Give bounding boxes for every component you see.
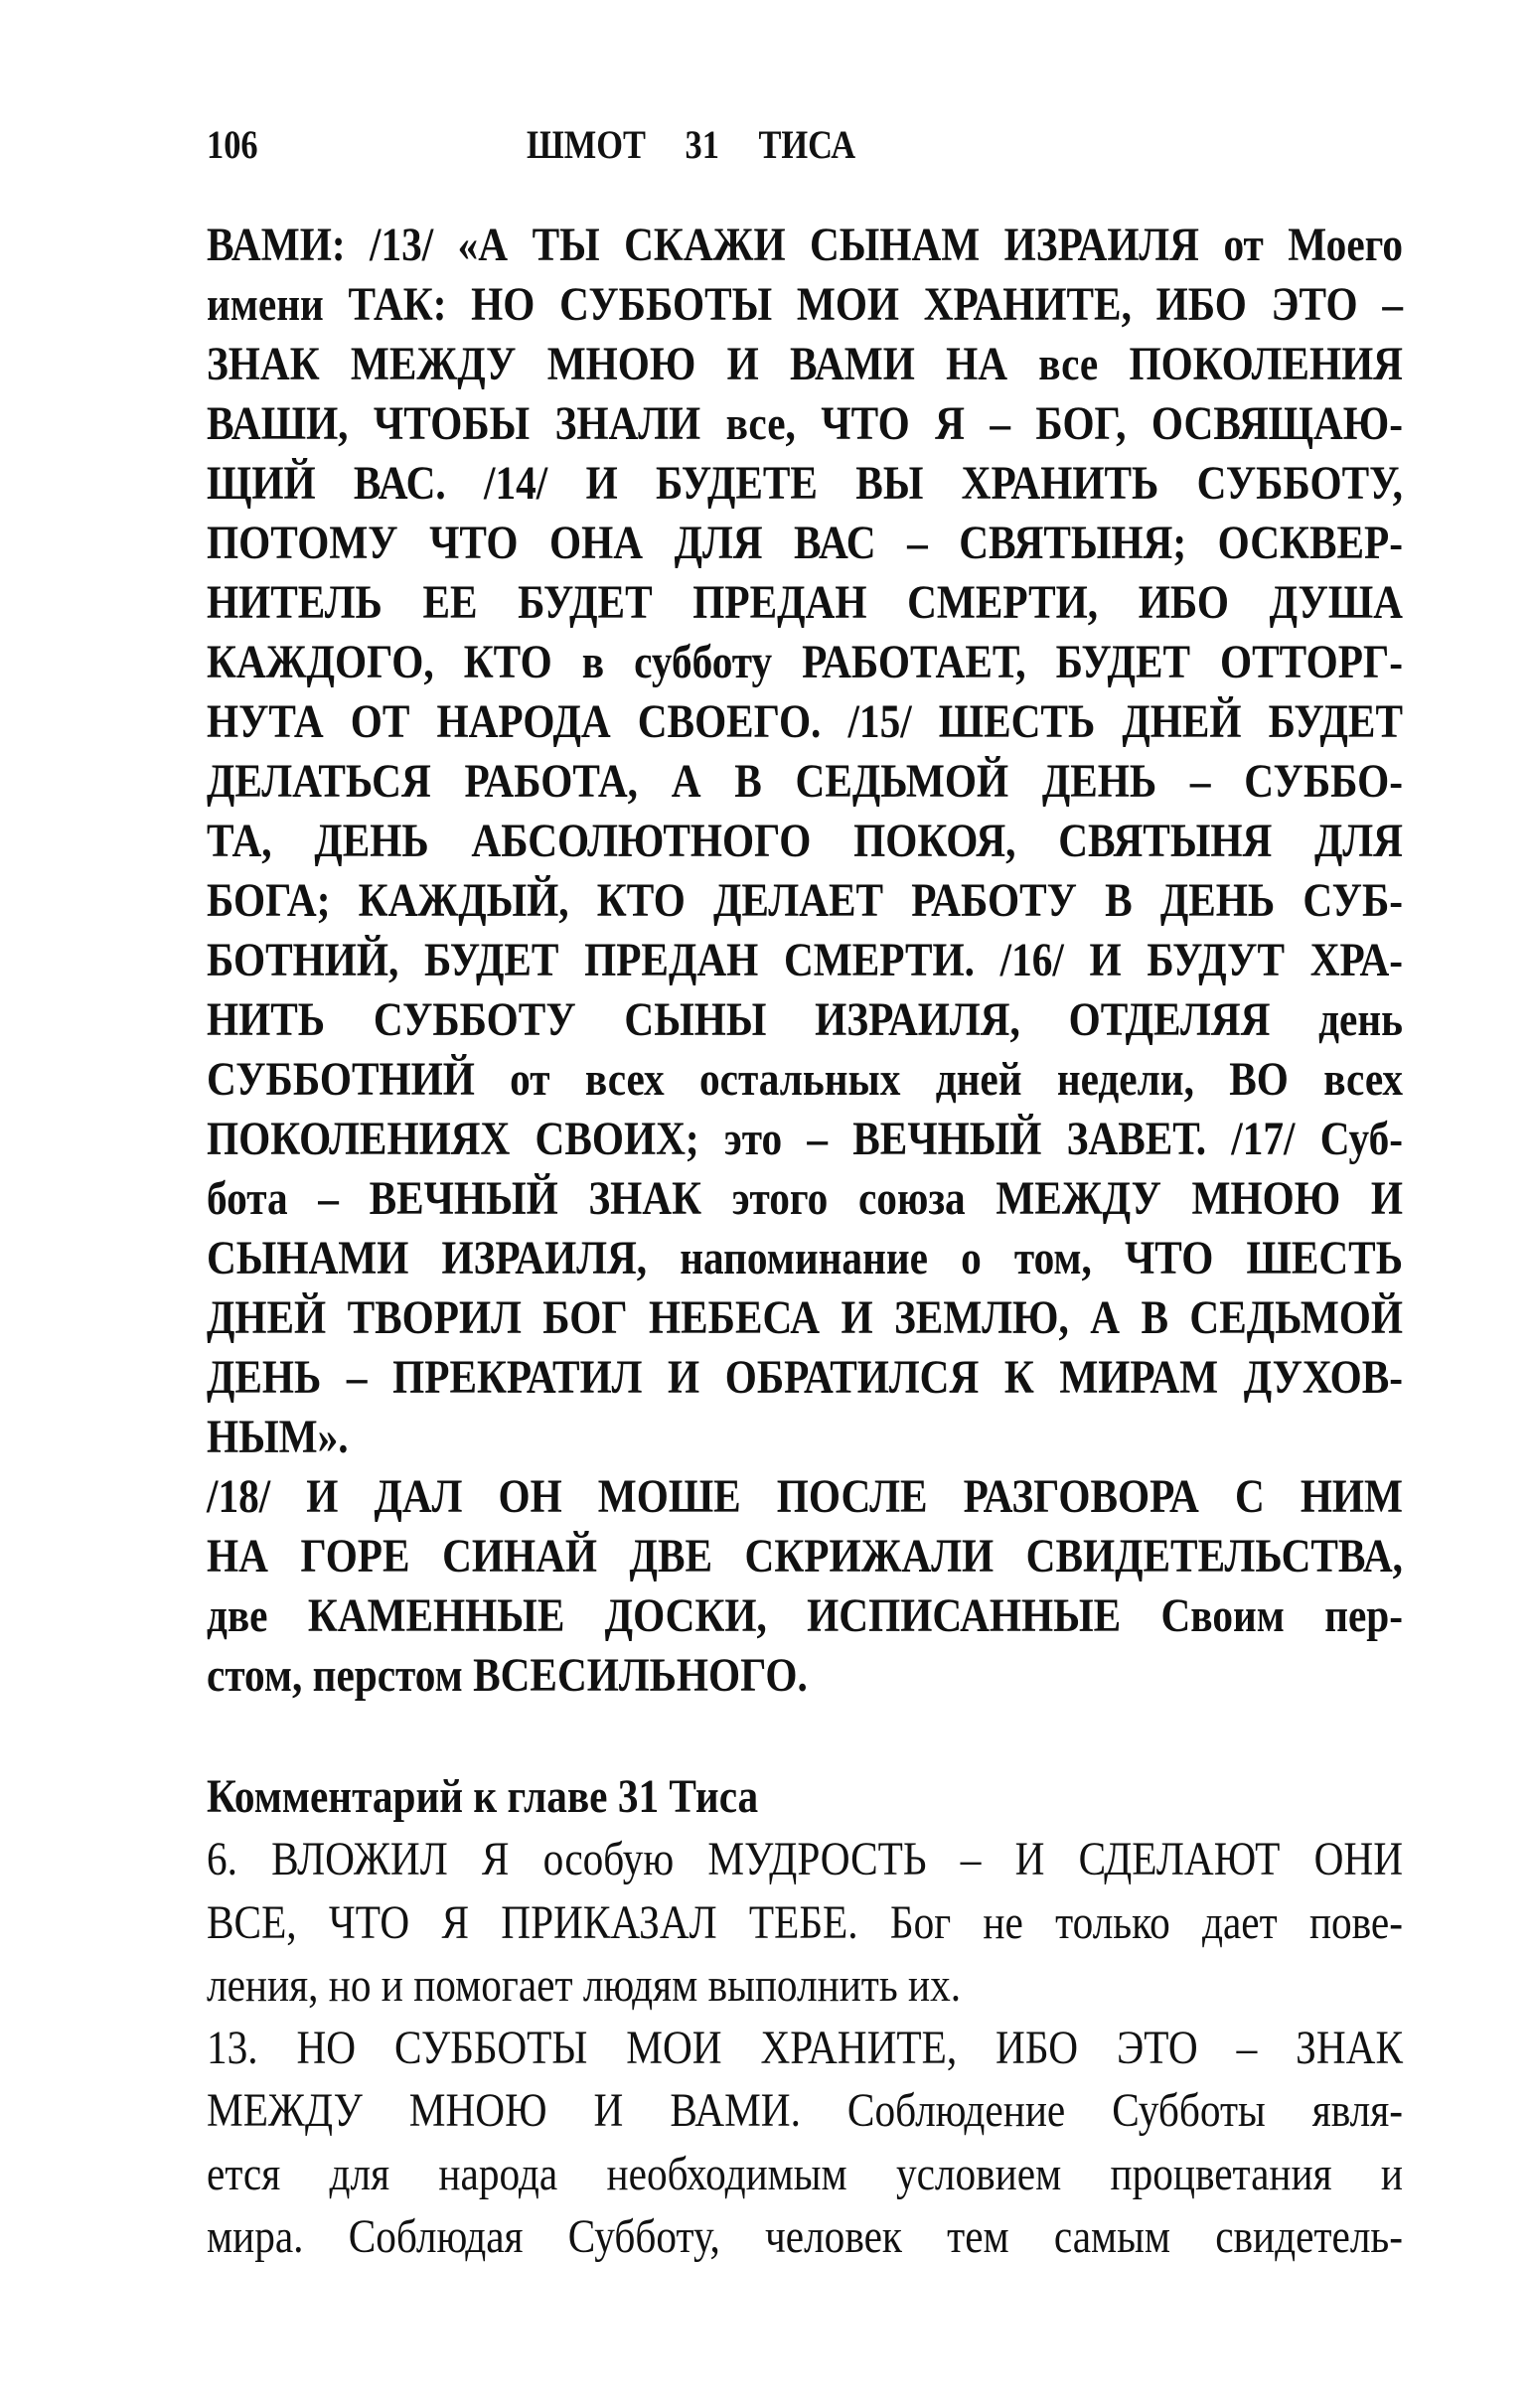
text-line: ВСЕ, ЧТО Я ПРИКАЗАЛ ТЕБЕ. Бог не только дает пове- <box>207 1895 1403 1949</box>
text-line: бота – ВЕЧНЫЙ ЗНАК этого союза МЕЖДУ МНОЮ И <box>207 1172 1403 1225</box>
text-line: 13. НО СУББОТЫ МОИ ХРАНИТЕ, ИБО ЭТО – ЗНАК <box>207 2022 1403 2075</box>
text-line: ДЕЛАТЬСЯ РАБОТА, А В СЕДЬМОЙ ДЕНЬ – СУББО- <box>207 755 1403 808</box>
text-line: ется для народа необходимым условием процветания и <box>207 2147 1403 2200</box>
text-line: ЩИЙ ВАС. /14/ И БУДЕТЕ ВЫ ХРАНИТЬ СУББОТУ, <box>207 457 1403 510</box>
text-line: ПОТОМУ ЧТО ОНА ДЛЯ ВАС – СВЯТЫНЯ; ОСКВЕР- <box>207 517 1403 569</box>
text-line: две КАМЕННЫЕ ДОСКИ, ИСПИСАННЫЕ Своим пер- <box>207 1589 1403 1642</box>
text-line: НЫМ». <box>207 1411 349 1463</box>
text-line: ПОКОЛЕНИЯХ СВОИХ; это – ВЕЧНЫЙ ЗАВЕТ. /17/ Суб- <box>207 1113 1403 1165</box>
text-line: ления, но и помогает людям выполнить их. <box>207 1958 962 2012</box>
scripture-text <box>207 216 1403 1706</box>
text-line: БОТНИЙ, БУДЕТ ПРЕДАН СМЕРТИ. /16/ И БУДУТ ХРА- <box>207 934 1403 986</box>
text-line: мира. Соблюдая Субботу, человек тем самым свидетель- <box>207 2210 1403 2264</box>
text-line: НА ГОРЕ СИНАЙ ДВЕ СКРИЖАЛИ СВИДЕТЕЛЬСТВА, <box>207 1530 1403 1582</box>
text-line: ДНЕЙ ТВОРИЛ БОГ НЕБЕСА И ЗЕМЛЮ, А В СЕДЬМОЙ <box>207 1291 1403 1344</box>
text-line: ТА, ДЕНЬ АБСОЛЮТНОГО ПОКОЯ, СВЯТЫНЯ ДЛЯ <box>207 815 1403 867</box>
text-line: ДЕНЬ – ПРЕКРАТИЛ И ОБРАТИЛСЯ К МИРАМ ДУХОВ- <box>207 1351 1403 1404</box>
text-line: стом, перстом ВСЕСИЛЬНОГО. <box>207 1649 808 1702</box>
running-head: ШМОТ 31 ТИСА <box>527 122 856 167</box>
text-line: СУББОТНИЙ от всех остальных дней недели, ВО всех <box>207 1053 1403 1106</box>
text-line: НИТЕЛЬ ЕЕ БУДЕТ ПРЕДАН СМЕРТИ, ИБО ДУША <box>207 576 1403 629</box>
text-line: имени ТАК: НО СУББОТЫ МОИ ХРАНИТЕ, ИБО ЭТО – <box>207 278 1403 331</box>
text-line: ЗНАК МЕЖДУ МНОЮ И ВАМИ НА все ПОКОЛЕНИЯ <box>207 338 1403 390</box>
text-line: КАЖДОГО, КТО в субботу РАБОТАЕТ, БУДЕТ ОТТОРГ- <box>207 636 1403 688</box>
text-line: НИТЬ СУББОТУ СЫНЫ ИЗРАИЛЯ, ОТДЕЛЯЯ день <box>207 993 1403 1046</box>
text-line: ВАМИ: /13/ «А ТЫ СКАЖИ СЫНАМ ИЗРАИЛЯ от Моего <box>207 219 1403 271</box>
text-line: /18/ И ДАЛ ОН МОШЕ ПОСЛЕ РАЗГОВОРА С НИМ <box>207 1470 1403 1523</box>
commentary-heading: Комментарий к главе 31 Тиса <box>207 1770 759 1823</box>
text-line: 6. ВЛОЖИЛ Я особую МУДРОСТЬ – И СДЕЛАЮТ ОНИ <box>207 1833 1403 1886</box>
text-line: МЕЖДУ МНОЮ И ВАМИ. Соблюдение Субботы явля- <box>207 2084 1403 2138</box>
text-line: СЫНАМИ ИЗРАИЛЯ, напоминание о том, ЧТО ШЕСТЬ <box>207 1232 1403 1284</box>
text-line: БОГА; КАЖДЫЙ, КТО ДЕЛАЕТ РАБОТУ В ДЕНЬ СУБ- <box>207 874 1403 927</box>
text-line: ВАШИ, ЧТОБЫ ЗНАЛИ все, ЧТО Я – БОГ, ОСВЯЩАЮ- <box>207 397 1403 450</box>
commentary-section <box>207 1765 1403 2268</box>
text-line: НУТА ОТ НАРОДА СВОЕГО. /15/ ШЕСТЬ ДНЕЙ БУДЕТ <box>207 695 1403 748</box>
page-number: 106 <box>207 122 258 167</box>
